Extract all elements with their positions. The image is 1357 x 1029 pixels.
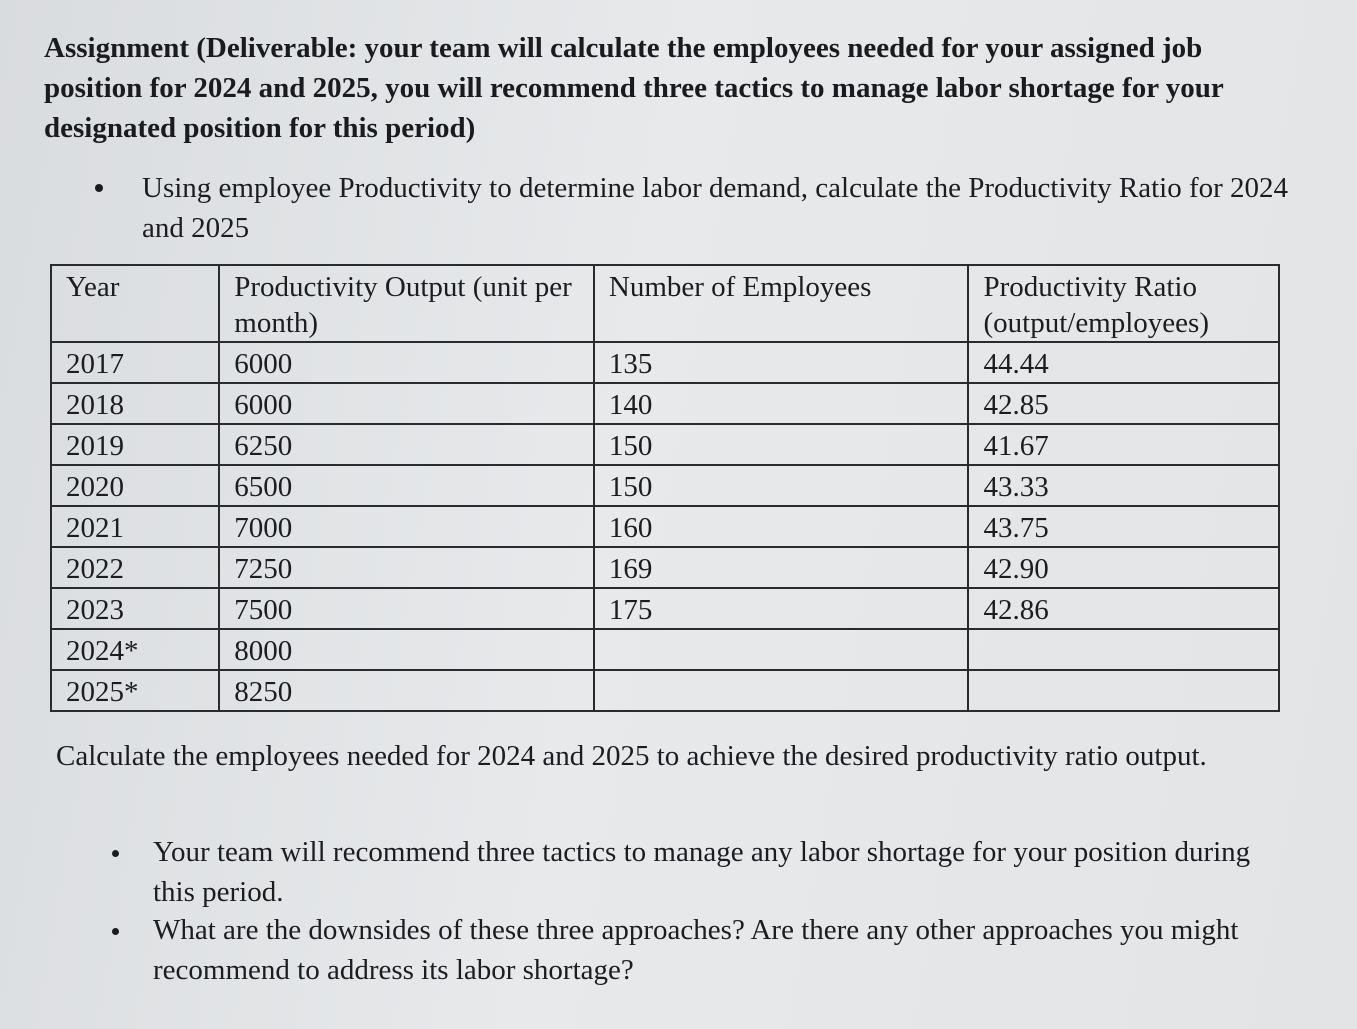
table-row [51, 424, 1279, 465]
cell-year: 2022 [51, 547, 219, 588]
cell-ratio [968, 670, 1279, 711]
cell-ratio: 41.67 [968, 424, 1279, 465]
cell-ratio: 42.85 [968, 383, 1279, 424]
table-row [51, 342, 1279, 383]
table-row [51, 383, 1279, 424]
table-row [51, 547, 1279, 588]
cell-employees: 150 [594, 465, 969, 506]
cell-output: 6000 [219, 383, 594, 424]
cell-ratio: 42.90 [968, 547, 1279, 588]
table-row [51, 670, 1279, 711]
cell-output: 7000 [219, 506, 594, 547]
cell-output: 7500 [219, 588, 594, 629]
calculate-instructions: Calculate the employees needed for 2024 and 2025 to achieve the desired productivity ratio output. [56, 740, 1207, 772]
cell-employees: 135 [594, 342, 969, 383]
cell-output: 8000 [219, 629, 594, 670]
header-productivity-ratio: Productivity Ratio (output/employees) [968, 265, 1279, 342]
table-header-row [51, 265, 1279, 342]
cell-ratio: 43.75 [968, 506, 1279, 547]
cell-employees: 175 [594, 588, 969, 629]
table-row [51, 588, 1279, 629]
bullet-downsides [112, 910, 1263, 990]
table-row [51, 506, 1279, 547]
header-number-of-employees: Number of Employees [594, 265, 969, 342]
cell-year: 2017 [51, 342, 219, 383]
cell-year: 2023 [51, 588, 219, 629]
bullet-icon [95, 184, 103, 192]
cell-year: 2018 [51, 383, 219, 424]
cell-output: 6000 [219, 342, 594, 383]
bullet-text: What are the downsides of these three approaches? Are there any other approaches you might recommend to address its labor shortage? [153, 914, 1239, 986]
bullet-icon [112, 928, 119, 935]
table-row [51, 465, 1279, 506]
cell-year: 2024* [51, 629, 219, 670]
cell-output: 8250 [219, 670, 594, 711]
bullet-text: Your team will recommend three tactics to manage any labor shortage for your position during this period. [153, 836, 1251, 908]
cell-output: 6500 [219, 465, 594, 506]
cell-output: 7250 [219, 547, 594, 588]
cell-employees [594, 670, 969, 711]
bullet-tactics [112, 832, 1263, 912]
cell-ratio: 44.44 [968, 342, 1279, 383]
bullet-text: Using employee Productivity to determine labor demand, calculate the Productivity Ratio for 2024 and 2025 [142, 172, 1289, 244]
header-productivity-output: Productivity Output (unit per month) [219, 265, 594, 342]
table-row [51, 629, 1279, 670]
productivity-table [50, 264, 1280, 712]
cell-ratio: 43.33 [968, 465, 1279, 506]
cell-ratio [968, 629, 1279, 670]
cell-employees: 150 [594, 424, 969, 465]
header-year: Year [51, 265, 219, 342]
assignment-heading: Assignment (Deliverable: your team will calculate the employees needed for your assigned job position for 2024 and 2025, you will recommend three tactics to manage labor shortage for your designated position for this period) [44, 32, 1224, 144]
bullet-icon [112, 850, 119, 857]
cell-year: 2020 [51, 465, 219, 506]
cell-ratio: 42.86 [968, 588, 1279, 629]
cell-employees: 169 [594, 547, 969, 588]
bullet-productivity-ratio [95, 168, 1292, 248]
cell-year: 2019 [51, 424, 219, 465]
cell-employees [594, 629, 969, 670]
cell-year: 2025* [51, 670, 219, 711]
cell-employees: 160 [594, 506, 969, 547]
cell-employees: 140 [594, 383, 969, 424]
cell-year: 2021 [51, 506, 219, 547]
cell-output: 6250 [219, 424, 594, 465]
